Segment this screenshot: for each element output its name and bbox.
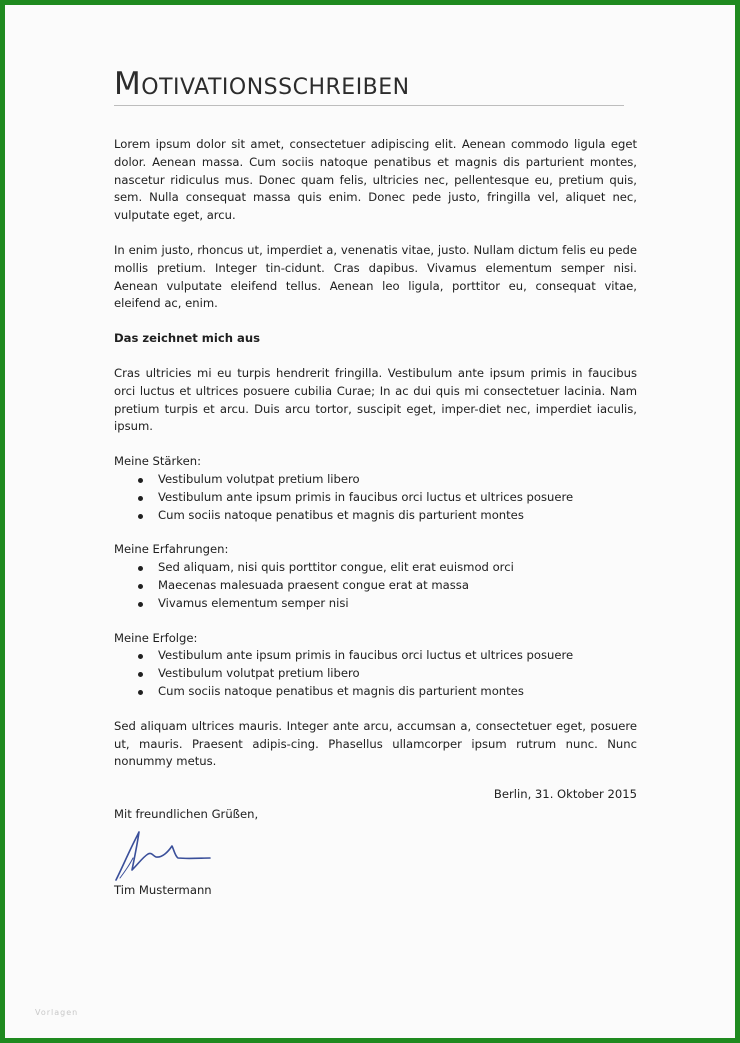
list-item: Cum sociis natoque penatibus et magnis dis parturient montes (136, 683, 637, 701)
signature-image (112, 824, 222, 886)
list-item: Vestibulum ante ipsum primis in faucibus orci luctus et ultrices posuere (136, 489, 637, 507)
strengths-label: Meine Stärken: (114, 454, 201, 469)
list-item: Sed aliquam, nisi quis porttitor congue, elit erat euismod orci (136, 559, 637, 577)
greeting: Mit freundlichen Grüßen, (114, 806, 259, 821)
experience-label: Meine Erfahrungen: (114, 542, 229, 557)
list-item: Cum sociis natoque penatibus et magnis dis parturient montes (136, 507, 637, 525)
list-item: Vestibulum ante ipsum primis in faucibus orci luctus et ultrices posuere (136, 647, 637, 665)
watermark-text: Vorlagen (35, 1008, 79, 1017)
title-divider (114, 105, 624, 106)
page-title: Motivationsschreiben (114, 66, 410, 102)
achievements-list (114, 647, 637, 700)
letter-body (114, 65, 637, 900)
list-item: Vestibulum volutpat pretium libero (136, 665, 637, 683)
date-line: Berlin, 31. Oktober 2015 (493, 787, 637, 802)
achievements-label: Meine Erfolge: (114, 630, 198, 645)
signer-name: Tim Mustermann (114, 882, 212, 897)
list-item: Maecenas malesuada praesent congue erat at massa (136, 577, 637, 595)
section-heading: Das zeichnet mich aus (114, 331, 260, 346)
list-item: Vestibulum volutpat pretium libero (136, 471, 637, 489)
section-paragraph: Cras ultricies mi eu turpis hendrerit fringilla. Vestibulum ante ipsum primis in faucibus orci luctus et ultrices posuere cubilia Curae; In ac dui quis mi consectetuer lacinia. Nam pretium turpis et arcu. Duis arcu tortor, suscipit eget, imper-diet nec, imperdiet iaculis, ipsum. (114, 365, 637, 434)
strengths-list (114, 471, 637, 524)
intro-paragraph-2: In enim justo, rhoncus ut, imperdiet a, venenatis vitae, justo. Nullam dictum felis eu pede mollis pretium. Integer tin-cidunt. Cras dapibus. Vivamus elementum semper nisi. Aenean vulputate eleifend tellus. Aenean leo ligula, porttitor eu, consequat vitae, eleifend ac, enim. (114, 242, 637, 311)
intro-paragraph-1: Lorem ipsum dolor sit amet, consectetuer adipiscing elit. Aenean commodo ligula eget dolor. Aenean massa. Cum sociis natoque penatibus et magnis dis parturient montes, nascetur ridiculus mus. Donec quam felis, ultricies nec, pellentesque eu, pretium quis, sem. Nulla consequat massa quis enim. Donec pede justo, fringilla vel, aliquet nec, vulputate eget, arcu. (114, 137, 637, 223)
list-item: Vivamus elementum semper nisi (136, 595, 637, 613)
closing-paragraph: Sed aliquam ultrices mauris. Integer ante arcu, accumsan a, consectetuer eget, posuere ut, mauris. Praesent adipis-cing. Phasellus ullamcorper ipsum rutrum nunc. Nunc nonummy metus. (114, 718, 637, 769)
experience-list (114, 559, 637, 612)
